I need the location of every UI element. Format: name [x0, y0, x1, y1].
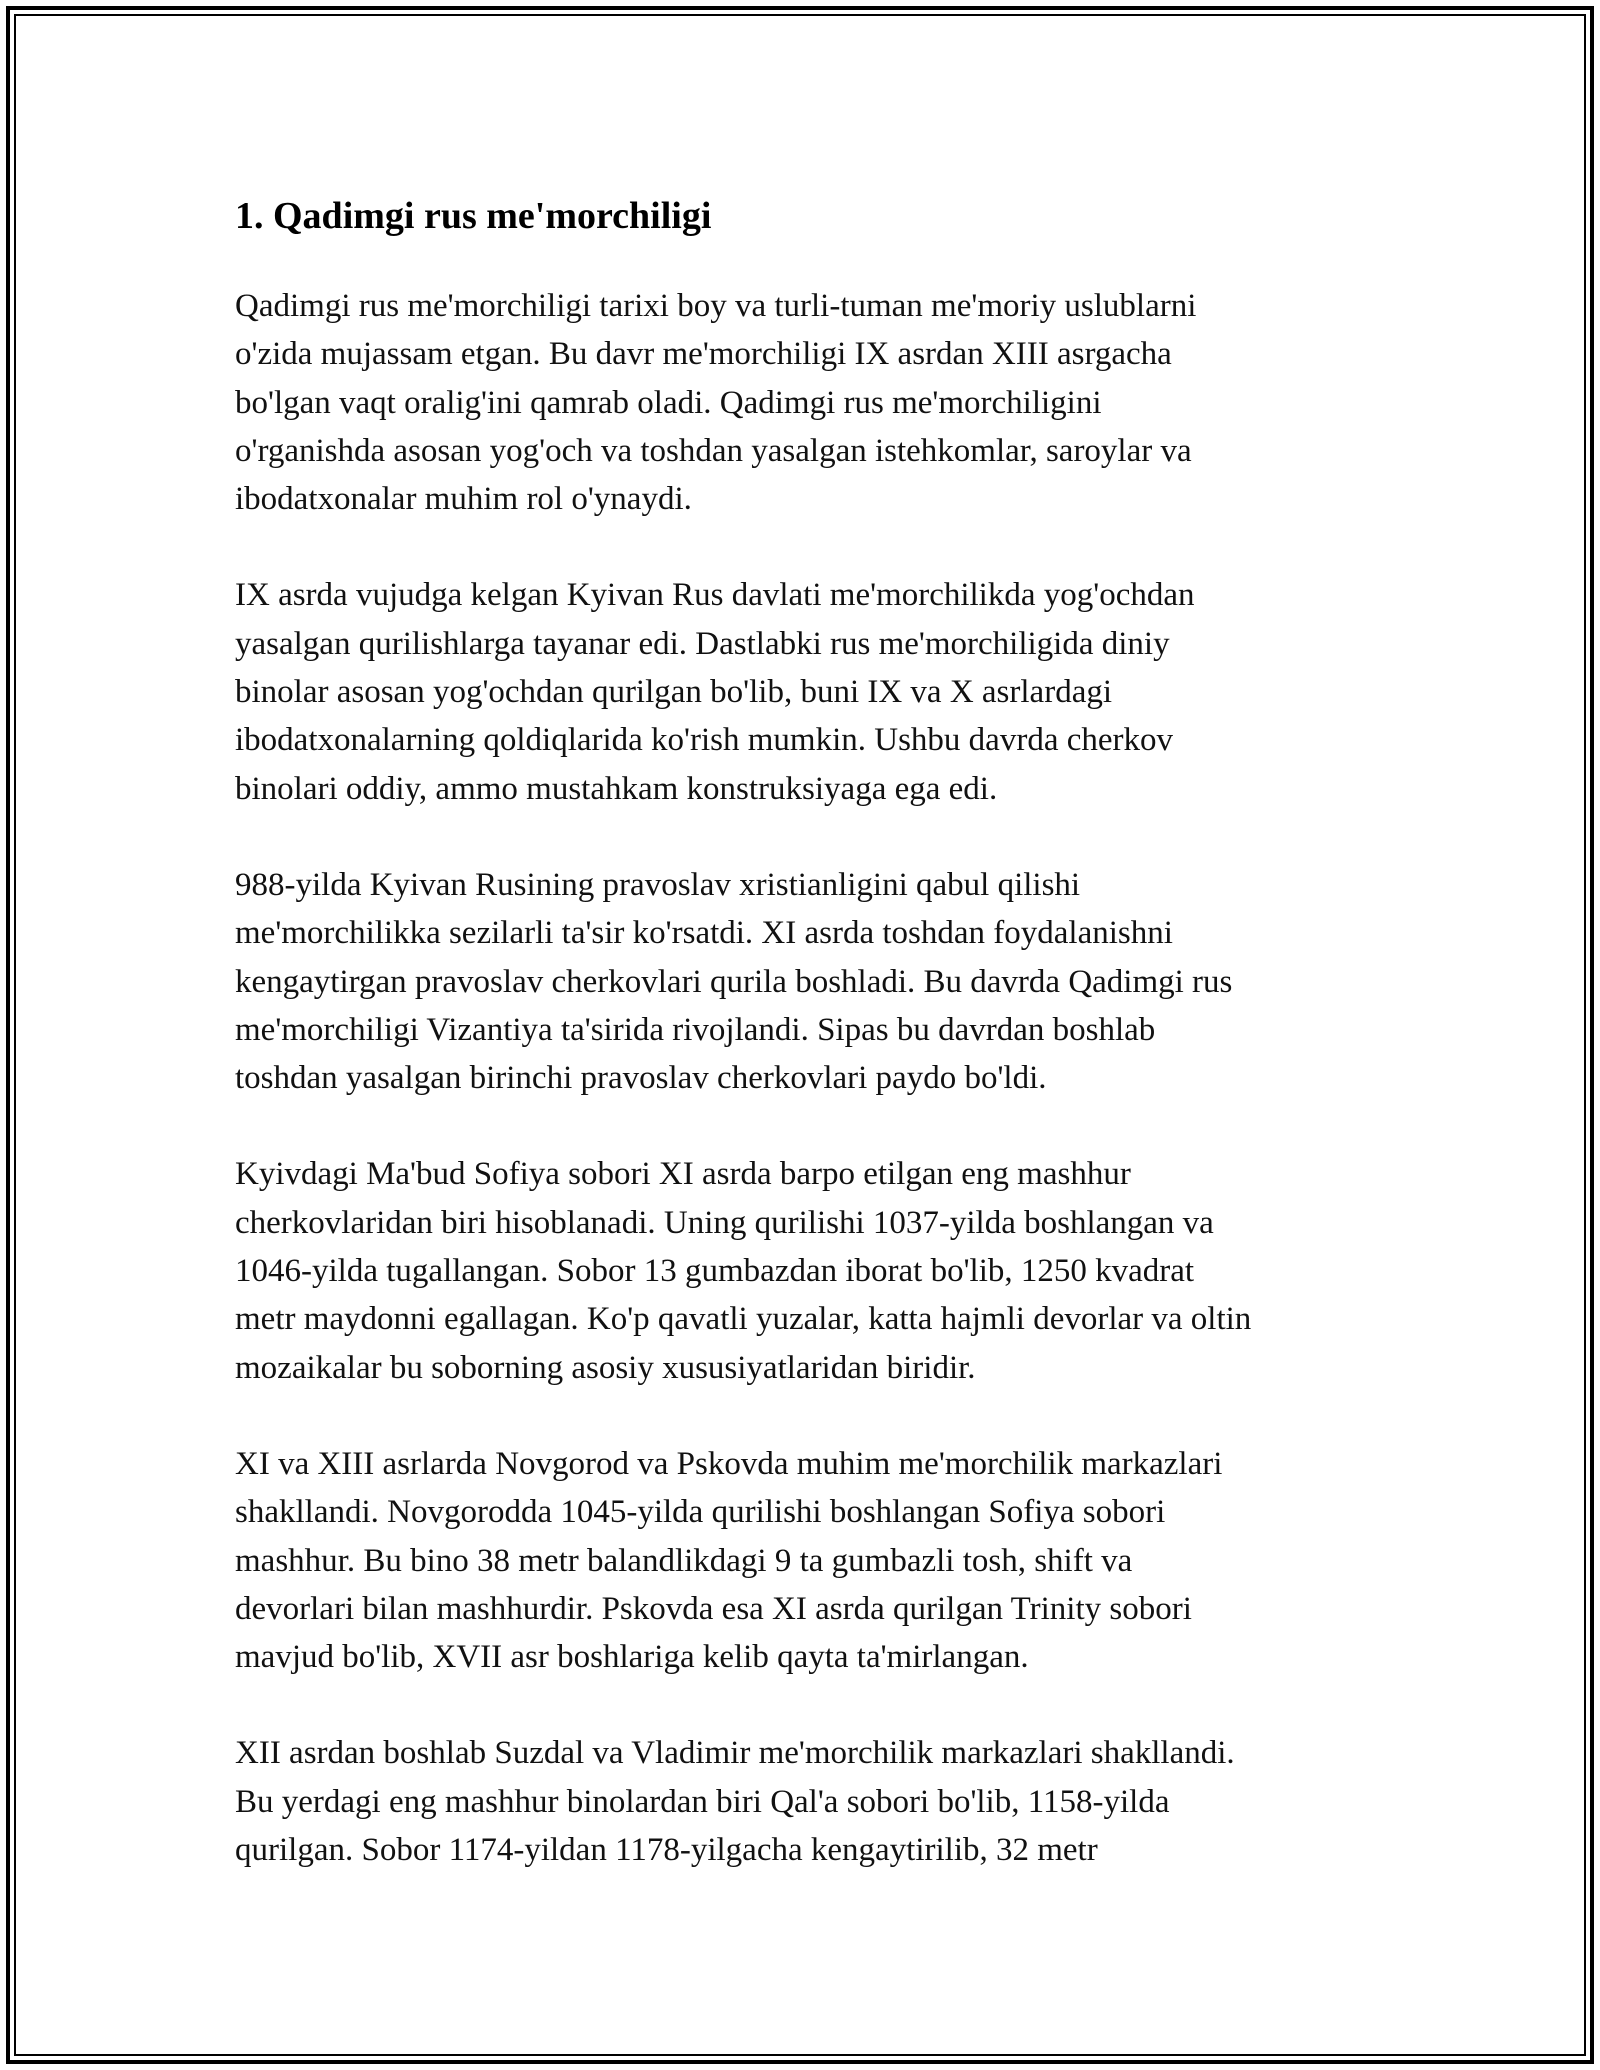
text-line: me'morchilikka sezilarli ta'sir ko'rsatdi. XI asrda toshdan foydalanishni	[235, 915, 1173, 952]
text-line: o'zida mujassam etgan. Bu davr me'morchiligi IX asrdan XIII asrgacha	[235, 336, 1172, 373]
section-heading: 1. Qadimgi rus me'morchiligi	[235, 195, 712, 237]
text-line: cherkovlaridan biri hisoblanadi. Uning qurilishi 1037-yilda boshlangan va	[235, 1204, 1214, 1241]
paragraph-list	[235, 282, 1370, 1874]
body-paragraph	[235, 1729, 1370, 1874]
text-line: ibodatxonalarning qoldiqlarida ko'rish mumkin. Ushbu davrda cherkov	[235, 722, 1174, 759]
text-line: ibodatxonalar muhim rol o'ynaydi.	[235, 481, 692, 518]
body-paragraph	[235, 1150, 1370, 1391]
text-line: 988-yilda Kyivan Rusining pravoslav xristianligini qabul qilishi	[235, 866, 1081, 903]
text-line: Qadimgi rus me'morchiligi tarixi boy va turli-tuman me'moriy uslublarni	[235, 288, 1197, 324]
text-line: mavjud bo'lib, XVII asr boshlariga kelib qayta ta'mirlangan.	[235, 1639, 1029, 1676]
body-paragraph	[235, 571, 1370, 812]
text-line: qurilgan. Sobor 1174-yildan 1178-yilgacha kengaytirilib, 32 metr	[235, 1832, 1098, 1869]
text-line: mozaikalar bu soborning asosiy xususiyatlaridan biridir.	[235, 1349, 976, 1386]
text-line: binolar asosan yog'ochdan qurilgan bo'lib, buni IX va X asrlardagi	[235, 674, 1113, 711]
text-line: Kyivdagi Ma'bud Sofiya sobori XI asrda barpo etilgan eng mashhur	[235, 1156, 1131, 1193]
body-paragraph	[235, 1440, 1370, 1681]
text-line: me'morchiligi Vizantiya ta'sirida rivojlandi. Sipas bu davrdan boshlab	[235, 1011, 1156, 1048]
text-line: o'rganishda asosan yog'och va toshdan yasalgan istehkomlar, saroylar va	[235, 432, 1192, 469]
text-line: kengaytirgan pravoslav cherkovlari qurila boshladi. Bu davrda Qadimgi rus	[235, 963, 1233, 1000]
text-line: devorlari bilan mashhurdir. Pskovda esa XI asrda qurilgan Trinity sobori	[235, 1590, 1192, 1627]
body-paragraph	[235, 861, 1370, 1102]
text-line: bo'lgan vaqt oralig'ini qamrab oladi. Qadimgi rus me'morchiligini	[235, 384, 1102, 421]
text-line: mashhur. Bu bino 38 metr balandlikdagi 9 ta gumbazli tosh, shift va	[235, 1542, 1133, 1579]
text-line: XI va XIII asrlarda Novgorod va Pskovda muhim me'morchilik markazlari	[235, 1445, 1223, 1482]
text-line: binolari oddiy, ammo mustahkam konstruksiyaga ega edi.	[235, 770, 998, 807]
text-line: toshdan yasalgan birinchi pravoslav cherkovlari paydo bo'ldi.	[235, 1060, 1047, 1097]
text-line: yasalgan qurilishlarga tayanar edi. Dastlabki rus me'morchiligida diniy	[235, 625, 1170, 662]
text-line: 1046-yilda tugallangan. Sobor 13 gumbazdan iborat bo'lib, 1250 kvadrat	[235, 1253, 1195, 1290]
text-line: XII asrdan boshlab Suzdal va Vladimir me'morchilik markazlari shakllandi.	[235, 1735, 1235, 1772]
text-line: IX asrda vujudga kelgan Kyivan Rus davlati me'morchilikda yog'ochdan	[235, 577, 1195, 614]
text-line: shakllandi. Novgorodda 1045-yilda qurilishi boshlangan Sofiya sobori	[235, 1494, 1166, 1531]
body-paragraph	[235, 282, 1370, 523]
text-line: metr maydonni egallagan. Ko'p qavatli yuzalar, katta hajmli devorlar va oltin	[235, 1301, 1252, 1338]
text-line: Bu yerdagi eng mashhur binolardan biri Qal'a sobori bo'lib, 1158-yilda	[235, 1783, 1170, 1820]
document-body	[235, 188, 1370, 1922]
